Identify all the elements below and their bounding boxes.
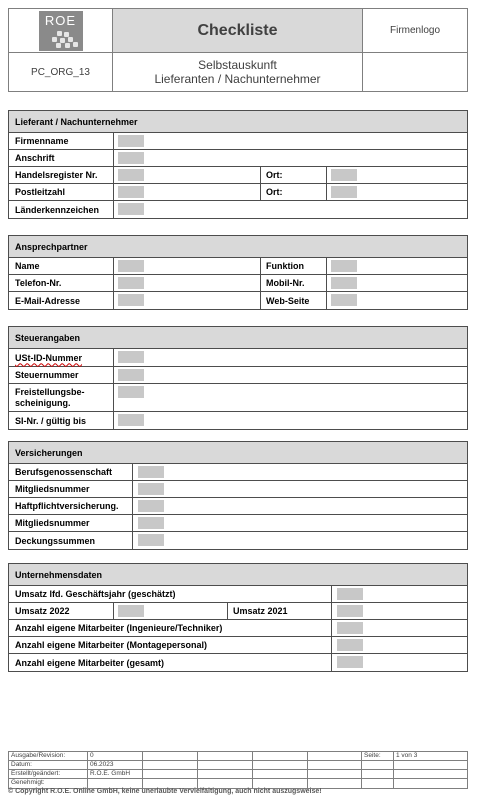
- label-email: E-Mail-Adresse: [15, 295, 81, 306]
- label-ma-gesamt: Anzahl eigene Mitarbeiter (gesamt): [15, 657, 165, 668]
- section-lieferant: [8, 110, 468, 219]
- label-haftpflicht: Haftpflichtversicherung.: [15, 501, 119, 511]
- row-firmenname: [9, 133, 467, 150]
- label-handelsregister: Handelsregister Nr.: [15, 170, 98, 180]
- copyright-notice: © Copyright R.O.E. Online GmbH, keine unerlaubte Vervielfältigung, auch nicht auszugsweise!: [8, 788, 322, 795]
- document-footer: [8, 751, 468, 789]
- input-email[interactable]: [118, 294, 144, 306]
- row-mitgliedsnummer-1: [9, 481, 467, 498]
- input-firmenname[interactable]: [118, 135, 144, 147]
- roe-logo: [39, 11, 83, 51]
- row-freistellung: [9, 384, 467, 412]
- section-unternehmensdaten: [8, 563, 468, 672]
- row-laenderkennzeichen: [9, 201, 467, 218]
- section-heading: Ansprechpartner: [9, 236, 467, 258]
- footer-seite-value: 1 von 3: [396, 752, 418, 759]
- input-mitgliedsnummer-1[interactable]: [138, 483, 164, 495]
- label-umsatz-2022: Umsatz 2022: [15, 606, 70, 616]
- input-ma-gesamt[interactable]: [337, 656, 363, 668]
- footer-datum-label: Datum:: [11, 761, 32, 768]
- input-handelsregister[interactable]: [118, 169, 144, 181]
- input-si[interactable]: [118, 414, 144, 426]
- input-mobil[interactable]: [331, 277, 357, 289]
- footer-genehmigt-label: Genehmigt:: [11, 779, 45, 786]
- input-ma-montage[interactable]: [337, 639, 363, 651]
- logo-pattern-icon: [43, 30, 79, 48]
- label-ma-ingenieure: Anzahl eigene Mitarbeiter (Ingenieure/Techniker): [15, 623, 223, 633]
- document-code: PC_ORG_13: [9, 53, 113, 91]
- subtitle-line-1: Selbstauskunft: [198, 58, 277, 72]
- row-telefon: [9, 275, 467, 292]
- label-ust-text: USt-ID-Nummer: [15, 352, 83, 363]
- logo-cell: [9, 9, 113, 53]
- input-freistellung[interactable]: [118, 386, 144, 398]
- label-ma-montage: Anzahl eigene Mitarbeiter (Montagepersonal): [15, 640, 208, 650]
- input-umsatz-2021[interactable]: [337, 605, 363, 617]
- row-handelsregister: [9, 167, 467, 184]
- label-berufsgenossenschaft: Berufsgenossenschaft: [15, 467, 113, 477]
- label-mitgliedsnummer-1: Mitgliedsnummer: [15, 484, 90, 494]
- input-umsatz-2022[interactable]: [118, 605, 144, 617]
- row-ma-gesamt: [9, 654, 467, 671]
- logo-text: ROE: [44, 12, 77, 28]
- row-haftpflicht: [9, 498, 467, 515]
- label-ort-2: Ort:: [266, 187, 283, 197]
- label-deckungssummen: Deckungssummen: [15, 535, 96, 546]
- input-deckungssummen[interactable]: [138, 534, 164, 546]
- input-steuernummer[interactable]: [118, 369, 144, 381]
- subtitle-line-2: Lieferanten / Nachunternehmer: [154, 72, 321, 86]
- label-web: Web-Seite: [266, 295, 310, 306]
- input-mitgliedsnummer-2[interactable]: [138, 517, 164, 529]
- header-blank-cell: [363, 53, 467, 91]
- section-ansprechpartner: [8, 235, 468, 310]
- row-email: [9, 292, 467, 309]
- label-laenderkennzeichen: Länderkennzeichen: [15, 204, 100, 215]
- footer-ausgabe-value: 0: [90, 752, 94, 759]
- footer-seite-label: Seite:: [364, 752, 381, 759]
- row-ma-montage: [9, 637, 467, 654]
- input-telefon[interactable]: [118, 277, 144, 289]
- input-ma-ingenieure[interactable]: [337, 622, 363, 634]
- footer-erstellt-label: Erstellt/geändert:: [11, 770, 61, 777]
- row-steuernummer: [9, 367, 467, 384]
- document-subtitle: [113, 53, 363, 91]
- label-mobil: Mobil-Nr.: [266, 278, 305, 288]
- row-name: [9, 258, 467, 275]
- label-ust: [15, 349, 82, 366]
- section-heading: Steuerangaben: [9, 327, 467, 349]
- row-anschrift: [9, 150, 467, 167]
- row-umsatz-lfd: [9, 586, 467, 603]
- label-telefon: Telefon-Nr.: [15, 278, 62, 288]
- row-ust: [9, 349, 467, 367]
- label-umsatz-lfd: Umsatz lfd. Geschäftsjahr (geschätzt): [15, 589, 176, 599]
- label-mitgliedsnummer-2: Mitgliedsnummer: [15, 518, 90, 528]
- input-umsatz-lfd[interactable]: [337, 588, 363, 600]
- input-funktion[interactable]: [331, 260, 357, 272]
- footer-row-ausgabe: [9, 752, 467, 761]
- row-si: [9, 412, 467, 429]
- label-freistellung-line2: scheinigung.: [15, 397, 71, 408]
- row-berufsgenossenschaft: [9, 464, 467, 481]
- input-berufsgenossenschaft[interactable]: [138, 466, 164, 478]
- input-ort-2[interactable]: [331, 186, 357, 198]
- input-haftpflicht[interactable]: [138, 500, 164, 512]
- label-anschrift: Anschrift: [15, 153, 55, 163]
- section-steuerangaben: [8, 326, 468, 430]
- firm-logo-placeholder: Firmenlogo: [363, 9, 467, 53]
- footer-row-datum: [9, 761, 467, 770]
- row-ma-ingenieure: [9, 620, 467, 637]
- input-name[interactable]: [118, 260, 144, 272]
- label-steuernummer: Steuernummer: [15, 370, 79, 380]
- input-postleitzahl[interactable]: [118, 186, 144, 198]
- section-heading: Unternehmensdaten: [9, 564, 467, 586]
- label-umsatz-2021: Umsatz 2021: [233, 606, 288, 616]
- input-web[interactable]: [331, 294, 357, 306]
- row-umsatz-jahre: [9, 603, 467, 620]
- label-firmenname: Firmenname: [15, 136, 69, 146]
- label-ort-1: Ort:: [266, 170, 283, 180]
- footer-row-genehmigt: [9, 779, 467, 788]
- label-si: SI-Nr. / gültig bis: [15, 415, 87, 426]
- input-ust[interactable]: [118, 351, 144, 363]
- section-heading: Versicherungen: [9, 442, 467, 464]
- footer-erstellt-value: R.O.E. GmbH: [90, 770, 131, 777]
- label-postleitzahl: Postleitzahl: [15, 187, 66, 197]
- footer-datum-value: 06.2023: [90, 761, 114, 768]
- footer-ausgabe-label: Ausgabe/Revision:: [11, 752, 66, 759]
- row-postleitzahl: [9, 184, 467, 201]
- label-name: Name: [15, 261, 40, 271]
- label-freistellung: [15, 384, 85, 411]
- row-deckungssummen: [9, 532, 467, 549]
- row-mitgliedsnummer-2: [9, 515, 467, 532]
- page-title: Checkliste: [113, 9, 363, 53]
- input-laenderkennzeichen[interactable]: [118, 203, 144, 215]
- label-funktion: Funktion: [266, 261, 304, 271]
- input-ort-1[interactable]: [331, 169, 357, 181]
- section-heading: Lieferant / Nachunternehmer: [9, 111, 467, 133]
- section-versicherungen: [8, 441, 468, 550]
- document-header: [8, 8, 468, 92]
- input-anschrift[interactable]: [118, 152, 144, 164]
- footer-row-erstellt: [9, 770, 467, 779]
- label-freistellung-line1: Freistellungsbe-: [15, 386, 85, 397]
